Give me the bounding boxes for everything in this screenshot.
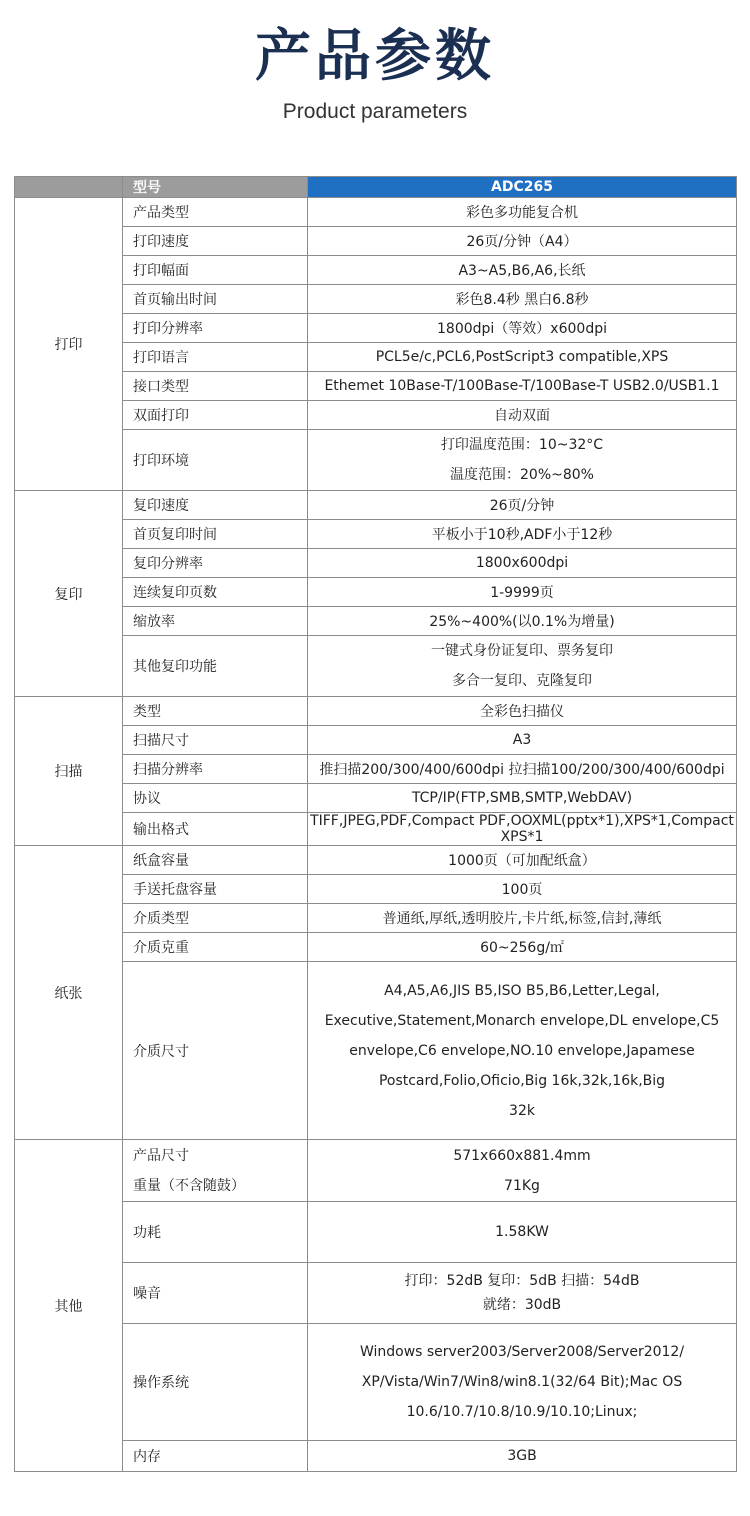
row-value: 1800x600dpi [308,549,737,578]
table-row [15,607,737,636]
row-value: 25%~400%(以0.1%为增量) [308,607,737,636]
row-label: 首页输出时间 [123,285,308,314]
row-value [308,1263,737,1324]
row-value [308,1324,737,1441]
row-label: 内存 [123,1441,308,1472]
table-row [15,904,737,933]
weight-label: 重量（不含随鼓） [133,1177,245,1194]
category-print: 打印 [15,198,123,491]
row-label: 介质克重 [123,933,308,962]
category-scan: 扫描 [15,697,123,846]
row-value: 普通纸,厚纸,透明胶片,卡片纸,标签,信封,薄纸 [308,904,737,933]
table-row [15,1324,737,1441]
table-row [15,813,737,846]
row-label: 噪音 [123,1263,308,1324]
row-label: 连续复印页数 [123,578,308,607]
row-value: 彩色8.4秒 黑白6.8秒 [308,285,737,314]
table-row [15,755,737,784]
table-row [15,198,737,227]
row-value [308,636,737,697]
table-row [15,285,737,314]
table-row [15,636,737,697]
value-line: 打印温度范围：10~32°C [440,437,604,453]
table-row [15,726,737,755]
row-value: 1000页（可加配纸盒） [308,846,737,875]
row-label: 接口类型 [123,372,308,401]
category-other: 其他 [15,1140,123,1472]
table-row [15,256,737,285]
value-line: XP/Vista/Win7/Win8/win8.1(32/64 Bit);Mac OS [361,1374,683,1390]
row-value: A3~A5,B6,A6,长纸 [308,256,737,285]
value-line: 32k [509,1102,535,1119]
table-row [15,697,737,726]
table-row [15,549,737,578]
table-row [15,520,737,549]
row-label: 打印语言 [123,343,308,372]
table-row [15,1202,737,1263]
row-value [308,430,737,491]
table-row [15,430,737,491]
table-header-row [15,177,737,198]
value-line: Postcard,Folio,Oficio,Big 16k,32k,16k,Big [378,1072,666,1089]
table-row [15,1441,737,1472]
row-label: 首页复印时间 [123,520,308,549]
row-label: 其他复印功能 [123,636,308,697]
row-label: 介质尺寸 [123,962,308,1140]
row-value [308,962,737,1140]
model-header-label: 型号 [123,177,308,198]
row-label: 介质类型 [123,904,308,933]
row-label: 打印幅面 [123,256,308,285]
value-line: A4,A5,A6,JIS B5,ISO B5,B6,Letter,Legal, [384,982,660,999]
model-header-value: ADC265 [308,177,737,198]
row-label: 协议 [123,784,308,813]
row-label: 打印速度 [123,227,308,256]
value-line: Executive,Statement,Monarch envelope,DL envelope,C5 [324,1012,720,1029]
value-line: 10.6/10.7/10.8/10.9/10.10;Linux; [406,1404,638,1420]
table-row [15,962,737,1140]
row-label [123,1140,308,1202]
row-value: 26页/分钟 [308,491,737,520]
row-label: 复印速度 [123,491,308,520]
row-label: 双面打印 [123,401,308,430]
row-value: 自动双面 [308,401,737,430]
page-subtitle: Product parameters [282,100,468,123]
row-value: TCP/IP(FTP,SMB,SMTP,WebDAV) [308,784,737,813]
table-row [15,578,737,607]
header-blank-cell [15,177,123,198]
row-value: 1-9999页 [308,578,737,607]
row-value: Ethemet 10Base-T/100Base-T/100Base-T USB2.0/USB1.1 [308,372,737,401]
table-row [15,314,737,343]
row-value: 100页 [308,875,737,904]
table-row [15,401,737,430]
table-row [15,846,737,875]
value-line: envelope,C6 envelope,NO.10 envelope,Japamese [349,1042,695,1059]
table-row [15,372,737,401]
table-row [15,1140,737,1202]
row-label: 打印分辨率 [123,314,308,343]
value-line: 打印：52dB 复印：5dB 扫描：54dB [404,1273,640,1289]
row-label: 缩放率 [123,607,308,636]
table-row [15,343,737,372]
dimension-value: 571x660x881.4mm [453,1147,591,1164]
spec-table [14,176,737,1472]
row-label: 手送托盘容量 [123,875,308,904]
table-row [15,1263,737,1324]
row-value: 60~256g/㎡ [308,933,737,962]
table-row [15,491,737,520]
row-label: 功耗 [123,1202,308,1263]
row-label: 输出格式 [123,813,308,846]
value-line: 多合一复印、克隆复印 [452,673,592,689]
row-value: A3 [308,726,737,755]
category-copy: 复印 [15,491,123,697]
row-value: 26页/分钟（A4） [308,227,737,256]
row-label: 类型 [123,697,308,726]
value-line: Windows server2003/Server2008/Server2012/ [359,1344,685,1360]
table-row [15,784,737,813]
row-value: 推扫描200/300/400/600dpi 拉扫描100/200/300/400/600dpi [308,755,737,784]
value-line: 一键式身份证复印、票务复印 [431,643,613,659]
value-line: 温度范围：20%~80% [450,467,594,483]
page-title: 产品参数 [255,24,495,89]
dimension-label: 产品尺寸 [133,1147,189,1164]
row-value: 全彩色扫描仪 [308,697,737,726]
table-row [15,227,737,256]
row-value: 彩色多功能复合机 [308,198,737,227]
row-label: 复印分辨率 [123,549,308,578]
row-label: 打印环境 [123,430,308,491]
row-value [308,1140,737,1202]
row-value: 1800dpi（等效）x600dpi [308,314,737,343]
row-label: 扫描分辨率 [123,755,308,784]
row-value: 平板小于10秒,ADF小于12秒 [308,520,737,549]
row-label: 产品类型 [123,198,308,227]
row-label: 扫描尺寸 [123,726,308,755]
weight-value: 71Kg [504,1177,540,1194]
value-line: 就绪：30dB [482,1297,562,1313]
row-value: TIFF,JPEG,PDF,Compact PDF,OOXML(pptx*1),XPS*1,Compact XPS*1 [308,813,737,846]
table-row [15,933,737,962]
row-value: 3GB [308,1441,737,1472]
category-paper: 纸张 [15,846,123,1140]
row-value: PCL5e/c,PCL6,PostScript3 compatible,XPS [308,343,737,372]
row-label: 操作系统 [123,1324,308,1441]
row-label: 纸盒容量 [123,846,308,875]
row-value: 1.58KW [308,1202,737,1263]
table-row [15,875,737,904]
